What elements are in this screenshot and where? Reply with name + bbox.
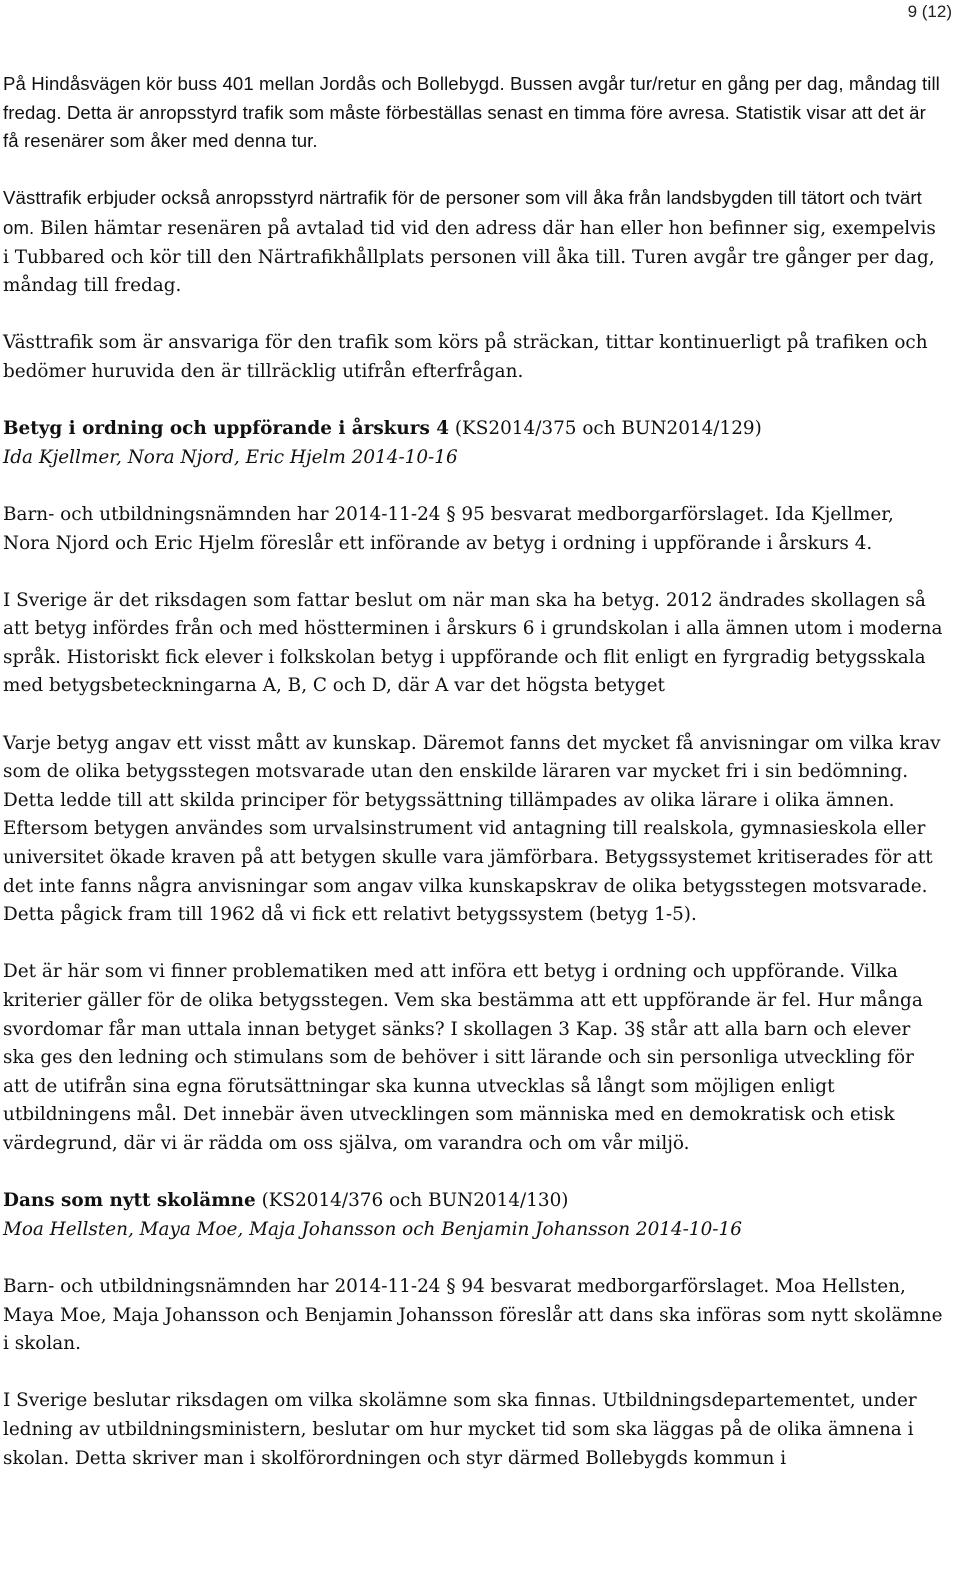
betyg-problem-b: står att alla barn och elever ska ges den ledning och stimulans som de behöver i sitt lärande och sin personliga utveckling för att de utifrån sina egna förutsättningar ska kunna utvecklas så långt som möjligen enligt utbildningens mål. Det innebär även utvecklingen som människa med en demokratisk och etisk värdegrund, där vi är rädda om oss själva, om varandra och om vår miljö.: [3, 1018, 914, 1154]
paragraph-betyg-grading: Varje betyg angav ett visst mått av kunskap. Däremot fanns det mycket få anvisningar om vilka krav som de olika betygsstegen motsvarade utan den enskilde läraren var mycket fri i sin bedömning. Detta ledde till att skilda principer för betygssättning tillämpades av olika lärare i olika ämnen. Eftersom betygen användes som urvalsinstrument vid antagning till realskola, gymnasieskola eller universitet ökade kraven på att betygen skulle vara jämförbara. Betygssystemet kritiserades för att det inte fanns några anvisningar som angav vilka kunskapskrav de olika betygsstegen motsvarade. Detta pågick fram till 1962 då vi fick ett relativt betygssystem (betyg 1-5).: [3, 732, 941, 926]
section-heading-dans: [3, 1187, 943, 1216]
nartrafik-details: Bilen hämtar resenären på avtalad tid vid den adress där han eller hon befinner sig, exempelvis i Tubbared och kör till den Närtrafikhållplats personen vill åka till. Turen avgår tre gånger per dag, måndag till fredag.: [3, 217, 936, 297]
section-authors-dans: Moa Hellsten, Maya Moe, Maja Johansson och Benjamin Johansson 2014-10-16: [3, 1218, 742, 1240]
document-body: [3, 70, 943, 1473]
paragraph-symbol: §: [446, 1275, 456, 1297]
section-title-betyg: Betyg i ordning och uppförande i årskurs 4: [3, 418, 450, 440]
paragraph-symbol: §: [635, 1018, 645, 1040]
paragraph-betyg-intro: [3, 501, 943, 558]
paragraph-betyg-problem: [3, 958, 943, 1158]
dans-intro-a: Barn- och utbildningsnämnden har 2014-11-24: [3, 1275, 447, 1297]
section-authors-betyg: Ida Kjellmer, Nora Njord, Eric Hjelm 2014-10-16: [3, 446, 458, 468]
dans-intro-b: 94 besvarat medborgarförslaget. Moa Hellsten, Maya Moe, Maja Johansson och Benjamin Johansson föreslår att dans ska införas som nytt skolämne i skolan.: [3, 1275, 943, 1355]
section-title-dans: Dans som nytt skolämne: [3, 1190, 256, 1212]
betyg-intro-a: Barn- och utbildningsnämnden har 2014-11-24: [3, 503, 447, 525]
paragraph-bus-route: På Hindåsvägen kör buss 401 mellan Jordås och Bollebygd. Bussen avgår tur/retur en gång per dag, måndag till fredag. Detta är anropsstyrd trafik som måste förbeställas senast en timma före avresa. Statistik visar att det är få resenärer som åker med denna tur.: [3, 73, 940, 152]
paragraph-nartrafik: [3, 184, 943, 300]
paragraph-dans-riksdag: I Sverige beslutar riksdagen om vilka skolämne som ska finnas. Utbildningsdepartementet, under ledning av utbildningsministern, beslutar om hur mycket tid som ska läggas på de olika ämnena i skolan. Detta skriver man i skolförordningen och styr därmed Bollebygds kommun i: [3, 1390, 917, 1469]
nartrafik-intro: Västtrafik erbjuder också anropsstyrd närtrafik för de personer som vill åka från landsbygden till tätort och tvärt om.: [3, 187, 922, 238]
paragraph-vasttrafik-responsibility: Västtrafik som är ansvariga för den trafik som körs på sträckan, tittar kontinuerligt på trafiken och bedömer huruvida den är tillräcklig utifrån efterfrågan.: [3, 332, 928, 382]
page-number: 9 (12): [907, 2, 952, 21]
paragraph-dans-intro: [3, 1273, 943, 1359]
section-ref-betyg: (KS2014/375 och BUN2014/129): [449, 418, 762, 440]
paragraph-betyg-history: I Sverige är det riksdagen som fattar beslut om när man ska ha betyg. 2012 ändrades skollagen så att betyg infördes från och med höstterminen i årskurs 6 i grundskolan i alla ämnen utom i moderna språk. Historiskt fick elever i folkskolan betyg i uppförande och flit enligt en fyrgradig betygsskala med betygsbeteckningarna A, B, C och D, där A var det högsta betyget: [3, 589, 943, 697]
section-heading-betyg: [3, 415, 943, 444]
paragraph-symbol: §: [446, 503, 456, 525]
betyg-problem-a: Det är här som vi finner problematiken med att införa ett betyg i ordning och uppförande. Vilka kriterier gäller för de olika betygsstegen. Vem ska bestämma att ett uppförande är fel. Hur många svordomar får man uttala innan betyget sänks? I skollagen 3 Kap. 3: [3, 961, 923, 1040]
section-ref-dans: (KS2014/376 och BUN2014/130): [255, 1190, 569, 1212]
betyg-intro-b: 95 besvarat medborgarförslaget. Ida Kjellmer, Nora Njord och Eric Hjelm föreslår ett införande av betyg i ordning i uppförande i årskurs 4.: [3, 503, 894, 554]
